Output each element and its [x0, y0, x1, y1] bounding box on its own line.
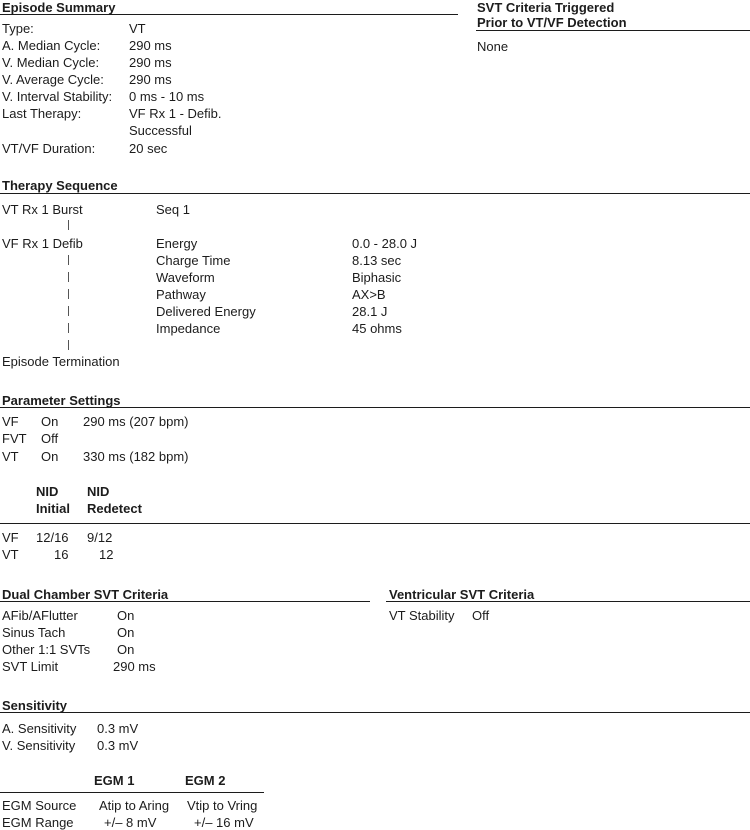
- ventricular-svt-rule: [386, 601, 750, 602]
- nid-redetect-header-line2: Redetect: [87, 501, 142, 516]
- therapy-sequence-rule: [0, 193, 750, 194]
- vt-stability-label: VT Stability: [389, 608, 455, 623]
- dual-chamber-rule: [0, 601, 370, 602]
- nid-redetect-header-line1: NID: [87, 484, 110, 499]
- afib-aflutter-value: On: [117, 608, 135, 623]
- charge-time-label: Charge Time: [156, 253, 231, 268]
- sequence-connector: [68, 255, 69, 265]
- vt-vf-duration-value: 20 sec: [129, 141, 168, 156]
- egm-range-label: EGM Range: [2, 815, 74, 830]
- egm2-header: EGM 2: [185, 773, 226, 788]
- nid-table-rule: [0, 523, 750, 524]
- zone-vf-status: On: [41, 414, 59, 429]
- zone-vf-value: 290 ms (207 bpm): [83, 414, 189, 429]
- energy-label: Energy: [156, 236, 198, 251]
- sequence-connector: [68, 272, 69, 282]
- zone-vt-label: VT: [2, 449, 19, 464]
- egm-source-egm1: Atip to Aring: [99, 798, 170, 813]
- dual-chamber-heading: Dual Chamber SVT Criteria: [2, 587, 169, 602]
- last-therapy-value: VF Rx 1 - Defib.: [129, 106, 222, 121]
- v-average-cycle-label: V. Average Cycle:: [2, 72, 104, 87]
- svt-triggered-value: None: [477, 39, 509, 54]
- waveform-value: Biphasic: [352, 270, 402, 285]
- zone-vf-label: VF: [2, 414, 19, 429]
- parameter-settings-heading: Parameter Settings: [2, 393, 121, 408]
- sequence-connector: [68, 340, 69, 350]
- charge-time-value: 8.13 sec: [352, 253, 402, 268]
- energy-value: 0.0 - 28.0 J: [352, 236, 418, 251]
- last-therapy-label: Last Therapy:: [2, 106, 82, 121]
- vt-stability-value: Off: [472, 608, 490, 623]
- v-median-cycle-value: 290 ms: [129, 55, 172, 70]
- nid-initial-header-line2: Initial: [36, 501, 70, 516]
- parameter-settings-rule: [0, 407, 750, 408]
- vt-vf-duration-label: VT/VF Duration:: [2, 141, 96, 156]
- sinus-tach-label: Sinus Tach: [2, 625, 66, 640]
- episode-summary-rule: [0, 14, 458, 15]
- impedance-label: Impedance: [156, 321, 221, 336]
- svt-limit-value: 290 ms: [113, 659, 156, 674]
- type-value: VT: [129, 21, 146, 36]
- sensitivity-heading: Sensitivity: [2, 698, 68, 713]
- nid-vt-zone: VT: [2, 547, 19, 562]
- last-therapy-result: Successful: [129, 123, 192, 138]
- nid-vf-zone: VF: [2, 530, 19, 545]
- nid-vf-initial: 12/16: [36, 530, 69, 545]
- svt-triggered-heading-line2: Prior to VT/VF Detection: [477, 15, 627, 30]
- therapy-sequence-heading: Therapy Sequence: [2, 178, 118, 193]
- afib-aflutter-label: AFib/AFlutter: [2, 608, 78, 623]
- v-interval-stability-label: V. Interval Stability:: [2, 89, 113, 104]
- a-median-cycle-value: 290 ms: [129, 38, 172, 53]
- sensitivity-rule: [0, 712, 750, 713]
- svt-limit-label: SVT Limit: [2, 659, 59, 674]
- nid-vf-redetect: 9/12: [87, 530, 113, 545]
- v-median-cycle-label: V. Median Cycle:: [2, 55, 100, 70]
- egm1-header: EGM 1: [94, 773, 135, 788]
- egm-source-egm2: Vtip to Vring: [187, 798, 258, 813]
- zone-fvt-status: Off: [41, 431, 59, 446]
- waveform-label: Waveform: [156, 270, 215, 285]
- egm-range-egm2: +/– 16 mV: [194, 815, 254, 830]
- pathway-value: AX>B: [352, 287, 386, 302]
- zone-vt-status: On: [41, 449, 59, 464]
- a-sensitivity-label: A. Sensitivity: [2, 721, 77, 736]
- pathway-label: Pathway: [156, 287, 206, 302]
- nid-vt-initial: 16: [54, 547, 69, 562]
- ventricular-svt-heading: Ventricular SVT Criteria: [389, 587, 535, 602]
- sequence-connector: [68, 220, 69, 230]
- second-therapy-label: VF Rx 1 Defib: [2, 236, 83, 251]
- nid-vt-redetect: 12: [99, 547, 114, 562]
- a-sensitivity-value: 0.3 mV: [97, 721, 139, 736]
- other-svts-label: Other 1:1 SVTs: [2, 642, 91, 657]
- other-svts-value: On: [117, 642, 135, 657]
- sequence-connector: [68, 306, 69, 316]
- nid-initial-header-line1: NID: [36, 484, 59, 499]
- svt-triggered-heading-line1: SVT Criteria Triggered: [477, 0, 615, 15]
- egm-rule: [0, 792, 264, 793]
- first-therapy-label: VT Rx 1 Burst: [2, 202, 83, 217]
- egm-source-label: EGM Source: [2, 798, 77, 813]
- egm-range-egm1: +/– 8 mV: [104, 815, 157, 830]
- sequence-connector: [68, 323, 69, 333]
- sequence-connector: [68, 289, 69, 299]
- first-therapy-detail: Seq 1: [156, 202, 190, 217]
- zone-fvt-label: FVT: [2, 431, 27, 446]
- v-sensitivity-label: V. Sensitivity: [2, 738, 76, 753]
- delivered-energy-label: Delivered Energy: [156, 304, 256, 319]
- v-interval-stability-value: 0 ms - 10 ms: [129, 89, 205, 104]
- episode-summary-heading: Episode Summary: [2, 0, 116, 15]
- type-label: Type:: [2, 21, 34, 36]
- impedance-value: 45 ohms: [352, 321, 402, 336]
- a-median-cycle-label: A. Median Cycle:: [2, 38, 101, 53]
- zone-vt-value: 330 ms (182 bpm): [83, 449, 189, 464]
- v-average-cycle-value: 290 ms: [129, 72, 172, 87]
- sinus-tach-value: On: [117, 625, 135, 640]
- svt-triggered-rule: [476, 30, 750, 31]
- episode-termination: Episode Termination: [2, 354, 120, 369]
- v-sensitivity-value: 0.3 mV: [97, 738, 139, 753]
- delivered-energy-value: 28.1 J: [352, 304, 388, 319]
